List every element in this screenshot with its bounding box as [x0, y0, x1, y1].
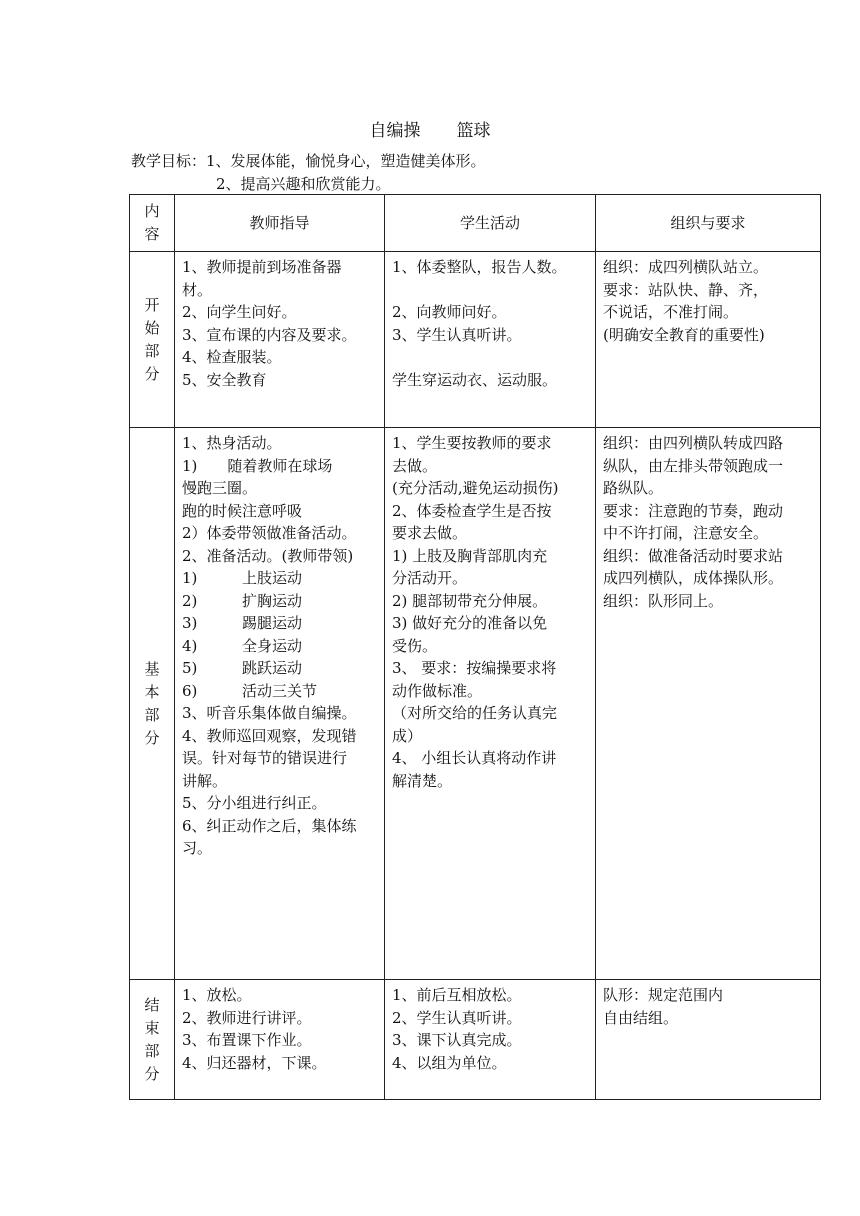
- list-item: 5) 跳跃运动: [182, 659, 303, 677]
- list-item: 4) 全身运动: [182, 636, 303, 655]
- section-label-end: 结束部分: [130, 980, 175, 1100]
- header-content: 内容: [130, 195, 175, 252]
- text-line: 4、 小组长认真将动作讲: [392, 749, 557, 767]
- text-line: 3、 要求：按编操要求将: [392, 659, 557, 677]
- text-line: 成）: [392, 726, 423, 745]
- cell-org-end: [596, 980, 821, 1100]
- text-line: 3、宣布课的内容及要求。: [182, 325, 357, 344]
- table-row-start: [130, 252, 821, 428]
- header-organization: 组织与要求: [596, 195, 821, 252]
- text-line: 2) 腿部韧带充分伸展。: [392, 591, 548, 610]
- list-item: 3) 踢腿运动: [182, 614, 303, 632]
- text-line: 解清楚。: [392, 771, 453, 790]
- cell-student-end: [385, 980, 596, 1100]
- cell-org-start: [596, 252, 821, 428]
- text-line: 中不许打闹，注意安全。: [603, 524, 769, 542]
- text-line: 组织：成四列横队站立。: [603, 258, 769, 276]
- cell-teacher-end: [175, 980, 385, 1100]
- text-line: 习。: [182, 839, 213, 857]
- text-line: 2、学生认真听讲。: [392, 1008, 522, 1027]
- cell-teacher-start: [175, 252, 385, 428]
- text-line: 6、纠正动作之后，集体练: [182, 816, 357, 835]
- text-line: 跑的时候注意呼吸: [182, 501, 303, 520]
- text-line: 纵队，由左排头带领跑成一: [603, 456, 784, 475]
- text-line: 4、检查服装。: [182, 348, 282, 366]
- text-line: 受伤。: [392, 636, 438, 655]
- table-row-main: [130, 428, 821, 980]
- text-line: （对所交给的任务认真完: [392, 704, 558, 722]
- text-line: 2、向学生问好。: [182, 303, 297, 321]
- text-line: 自由结组。: [603, 1008, 679, 1027]
- text-line: 去做。: [392, 456, 438, 475]
- text-line: 学生穿运动衣、运动服。: [392, 370, 558, 389]
- text-line: 组织：做准备活动时要求站: [603, 546, 784, 565]
- text-line: 4、归还器材，下课。: [182, 1053, 327, 1072]
- text-line: 材。: [182, 280, 213, 299]
- title-part-1: 自编操: [369, 121, 421, 141]
- section-label-start: 开始部分: [130, 252, 175, 428]
- text-line: 1) 随着教师在球场: [182, 456, 333, 475]
- text-line: 2、准备活动。(教师带领): [182, 546, 354, 565]
- text-line: 动作做标准。: [392, 681, 483, 700]
- text-line: 2、体委检查学生是否按: [392, 501, 552, 520]
- text-line: 误。针对每节的错误进行: [182, 749, 348, 767]
- text-line: 1、教师提前到场准备器: [182, 258, 342, 276]
- text-line: 2、向教师问好。: [392, 303, 507, 321]
- text-line: 分活动开。: [392, 569, 468, 587]
- text-line: 讲解。: [182, 771, 228, 790]
- section-label-main: 基本部分: [130, 428, 175, 980]
- text-line: 队形：规定范围内: [603, 986, 724, 1004]
- text-line: 组织：队形同上。: [603, 591, 724, 610]
- header-student: 学生活动: [385, 195, 596, 252]
- text-line: 2）体委带领做准备活动。: [182, 524, 357, 542]
- table-row-end: [130, 980, 821, 1100]
- cell-student-main: [385, 428, 596, 980]
- text-line: 1、热身活动。: [182, 434, 282, 452]
- text-line: 慢跑三圈。: [182, 479, 258, 497]
- text-line: 1、前后互相放松。: [392, 986, 522, 1004]
- header-teacher: 教师指导: [175, 195, 385, 252]
- cell-teacher-main: [175, 428, 385, 980]
- text-line: 4、教师巡回观察，发现错: [182, 726, 357, 745]
- text-line: 不说话，不准打闹。: [603, 303, 739, 321]
- teaching-goal-2: 2、提高兴趣和欣赏能力。: [216, 175, 391, 193]
- cell-org-main: [596, 428, 821, 980]
- document-title: [0, 116, 860, 141]
- table-header-row: [130, 195, 821, 252]
- text-line: 1、体委整队，报告人数。: [392, 258, 567, 276]
- list-item: 6) 活动三关节: [182, 681, 318, 700]
- lesson-plan-table: [129, 194, 821, 1100]
- text-line: 1) 上肢及胸背部肌肉充: [392, 546, 548, 565]
- text-line: 5、安全教育: [182, 370, 267, 389]
- text-line: 组织：由四列横队转成四路: [603, 434, 784, 452]
- text-line: 3、学生认真听讲。: [392, 325, 522, 344]
- text-line: 3、听音乐集体做自编操。: [182, 704, 357, 722]
- teaching-goal-1: 教学目标：1、发展体能，愉悦身心，塑造健美体形。: [131, 152, 486, 170]
- text-line: 1、放松。: [182, 986, 252, 1004]
- title-part-2: 篮球: [456, 121, 491, 141]
- text-line: 要求：站队快、静、齐，: [603, 280, 769, 299]
- text-line: 要求去做。: [392, 524, 468, 542]
- text-line: 3) 做好充分的准备以免: [392, 614, 548, 632]
- cell-student-start: [385, 252, 596, 428]
- text-line: 路纵队。: [603, 479, 664, 497]
- text-line: 3、课下认真完成。: [392, 1031, 522, 1049]
- text-line: (明确安全教育的重要性): [603, 325, 765, 344]
- text-line: 5、分小组进行纠正。: [182, 794, 327, 812]
- list-item: 1) 上肢运动: [182, 569, 303, 587]
- list-item: 2) 扩胸运动: [182, 591, 303, 610]
- text-line: 1、学生要按教师的要求: [392, 434, 552, 452]
- text-line: 成四列横队，成体操队形。: [603, 569, 784, 587]
- text-line: 2、教师进行讲评。: [182, 1008, 312, 1027]
- text-line: 3、布置课下作业。: [182, 1031, 312, 1049]
- text-line: 要求：注意跑的节奏，跑动: [603, 501, 784, 520]
- text-line: 4、以组为单位。: [392, 1053, 507, 1072]
- text-line: (充分活动,避免运动损伤): [392, 479, 559, 497]
